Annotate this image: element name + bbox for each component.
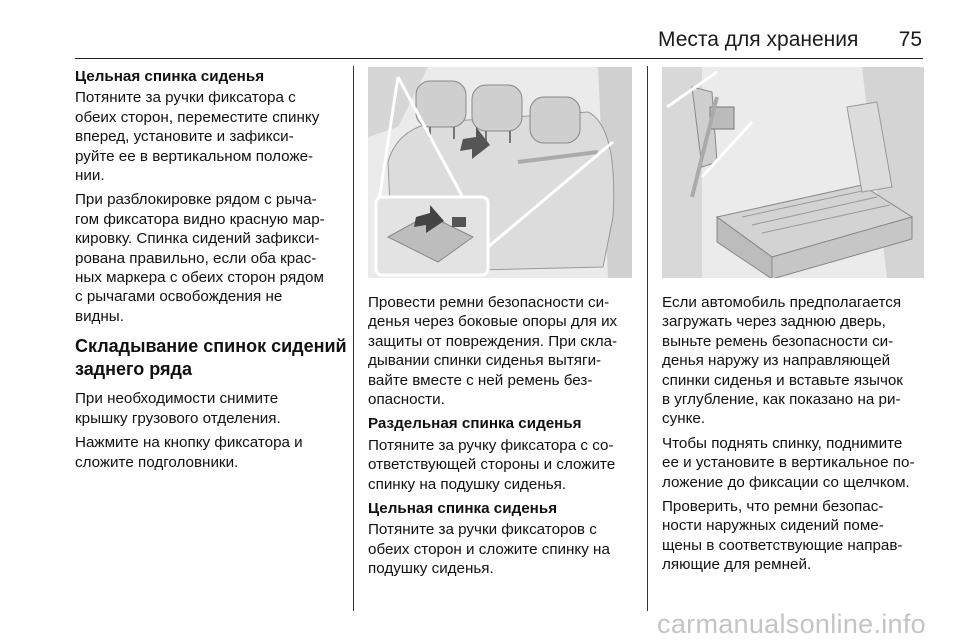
subheading-split-backrest: Раздельная спинка сиденья xyxy=(368,415,582,433)
paragraph: Проверить, что ремни безопас- ности наружных сидений поме- щены в соответствующие направ- ляющие для ремней. xyxy=(662,498,903,574)
column-middle xyxy=(368,293,642,584)
subheading-one-piece-backrest: Цельная спинка сиденья xyxy=(368,500,558,518)
page-title: Места для хранения xyxy=(658,28,859,51)
paragraph: Потяните за ручки фиксаторов с обеих сторон и сложите спинку на подушку сиденья. xyxy=(368,521,610,578)
paragraph: Провести ремни безопасности си- денья через боковые опоры для их защиты от повреждения. При скла- дывании спинки сиденья вытяги- вайте вместе с ней ремень без- опасности. xyxy=(368,294,618,409)
paragraph: При разблокировке рядом с рыча- гом фиксатора видно красную мар- кировку. Спинка сидений зафикси- рована правильно, если оба крас- ных маркера с обеих сторон рядом с рычагами освобождения не видны. xyxy=(75,191,325,325)
seat-drawing xyxy=(368,67,632,278)
header-rule xyxy=(75,58,923,59)
subheading-one-piece-backrest: Цельная спинка сиденья xyxy=(75,68,265,85)
rear-seat-headrest-illustration xyxy=(368,67,632,278)
paragraph: Потяните за ручки фиксатора с обеих сторон, переместите спинку вперед, установите и зафикси- руйте ее в вертикальном положе- нии. xyxy=(75,89,320,185)
column-right xyxy=(662,293,932,580)
watermark: carmanualsonline.info xyxy=(657,609,926,639)
page-number: 75 xyxy=(898,28,922,51)
paragraph: Если автомобиль предполагается загружать через заднюю дверь, выньте ремень безопасности си- денья наружу из направляющей спинки сиденья и вставьте язычок в углубление, как показано на ри- сунке. xyxy=(662,294,903,428)
column-divider-right xyxy=(647,66,648,611)
paragraph: Нажмите на кнопку фиксатора и сложите подголовники. xyxy=(75,434,303,471)
folded-seat-illustration xyxy=(662,67,924,278)
folded-seat-drawing xyxy=(662,67,924,278)
column-left xyxy=(75,67,347,477)
column-divider-left xyxy=(353,66,354,611)
section-heading: Складывание спинок сидений заднего ряда xyxy=(75,336,347,380)
paragraph: Потяните за ручку фиксатора с со- ответствующей стороны и сложите спинку на подушку сиденья. xyxy=(368,436,616,493)
paragraph: При необходимости снимите крышку грузового отделения. xyxy=(75,390,281,427)
paragraph: Чтобы поднять спинку, поднимите ее и установите в вертикальное по- ложение до фиксации со щелчком. xyxy=(662,434,915,491)
